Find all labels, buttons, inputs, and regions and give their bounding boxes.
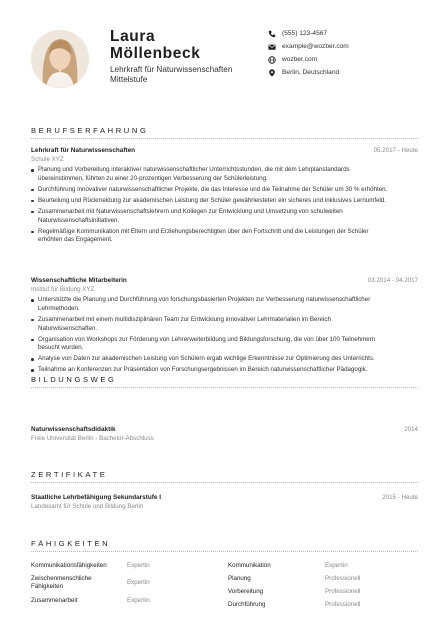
- profile-photo-illustration: [31, 30, 89, 88]
- person-name: Laura Möllenbeck: [110, 28, 201, 62]
- skill-level: Expertin: [127, 579, 150, 586]
- section-divider: [31, 387, 418, 388]
- globe-icon: [268, 56, 276, 64]
- list-item: Teilnahme an Konferenzen zur Präsentation von Forschungsergebnissen im Bereich naturwissenschaftlicher Pädagogik.: [31, 366, 389, 375]
- contact-phone[interactable]: [268, 28, 438, 40]
- skill-name: Kommunikationsfähigkeiten: [31, 562, 107, 569]
- list-item: Zusammenarbeit mit einem multidisziplinären Team zur Entwicklung innovativer Lehrmaterialien im Bereich Naturwissenschaften.: [31, 316, 389, 334]
- job-1-date: 05.2017 - Heute: [373, 147, 418, 154]
- job-1-employer: Schule XYZ: [31, 156, 64, 163]
- certificate-1-title: Staatliche Lehrbefähigung Sekundarstufe I: [31, 494, 161, 501]
- certificate-1-issuer: Landesamt für Schule und Bildung Berlin: [31, 503, 144, 510]
- contact-website-text: wozber.com: [282, 56, 318, 63]
- skill-name: Durchführung: [228, 601, 266, 608]
- list-item: Planung und Vorbereitung interaktiver naturwissenschaftlicher Unterrichtsstunden, die mit dem Lehrplanstandards übereinstimmen, führten zu einer 20-prozentigen Verbesserung der Schülerleistung.: [31, 166, 389, 184]
- skill-name: Zwischenmenschliche Fähigkeiten: [31, 575, 92, 590]
- location-pin-icon: [268, 69, 276, 77]
- phone-icon: [268, 30, 276, 38]
- skill-level: Expertin: [325, 562, 348, 569]
- section-title-experience: BERUFSERFAHRUNG: [31, 126, 149, 135]
- section-title-skills: FÄHIGKEITEN: [31, 539, 111, 548]
- skill-name: Zusammenarbeit: [31, 597, 78, 604]
- job-2-employer: Institut für Bildung XYZ: [31, 286, 95, 293]
- list-item: Beurteilung und Rückmeldung zur akademischen Leistung der Schüler gewährleisteten ein sicheres und inklusives Lernumfeld.: [31, 197, 389, 206]
- job-1-bullets: [31, 166, 389, 247]
- skill-name: Kommunikation: [228, 562, 271, 569]
- avatar: [31, 30, 89, 88]
- email-icon: [268, 43, 276, 51]
- contact-location-text: Berlin, Deutschland: [282, 69, 340, 76]
- certificate-1-date: 2015 - Heute: [382, 494, 418, 501]
- skill-name: Vorbereitung: [228, 588, 264, 595]
- contact-email[interactable]: [268, 41, 438, 53]
- list-item: Regelmäßige Kommunikation mit Eltern und Erziehungsberechtigten über den Fortschritt und die Leistungen der Schüler erhöhten das Engagement.: [31, 228, 389, 246]
- section-title-education: BILDUNGSWEG: [31, 375, 117, 384]
- job-title: Lehrkraft für Naturwissenschaften Mittelstufe: [110, 65, 233, 85]
- job-1-title: Lehrkraft für Naturwissenschaften: [31, 147, 136, 154]
- list-item: Organisation von Workshops zur Förderung von Lehrerweiterbildung und Bildungsforschung, die von über 100 Teilnehmern besucht wurden.: [31, 336, 389, 354]
- section-divider: [31, 138, 418, 139]
- contact-website[interactable]: [268, 54, 438, 66]
- skill-name: Planung: [228, 575, 251, 582]
- job-2-date: 03.2014 - 04.2017: [367, 277, 418, 284]
- education-1-date: 2014: [404, 426, 418, 433]
- skill-level: Professionell: [325, 575, 361, 582]
- skill-level: Expertin: [127, 562, 150, 569]
- skill-level: Professionell: [325, 601, 361, 608]
- section-title-certificates: ZERTIFIKATE: [31, 470, 108, 479]
- skill-level: Professionell: [325, 588, 361, 595]
- contact-location: [268, 67, 438, 79]
- list-item: Unterstützte die Planung und Durchführung von forschungsbasierten Projekten zur Verbesserung naturwissenschaftlicher Lehrmethoden.: [31, 296, 389, 314]
- education-1-institution: Freie Universität Berlin - Bachelor-Abschluss: [31, 435, 154, 442]
- contact-phone-text: (555) 123-4567: [282, 30, 328, 37]
- list-item: Analyse von Daten zur akademischen Leistung von Schülern ergab wichtige Erkenntnisse zur Optimierung des Unterrichts.: [31, 355, 389, 364]
- education-1-title: Naturwissenschaftsdidaktik: [31, 426, 116, 433]
- section-divider: [31, 551, 418, 552]
- job-2-bullets: [31, 296, 389, 377]
- contact-email-text: example@wozber.com: [282, 43, 349, 50]
- skill-level: Expertin: [127, 597, 150, 604]
- section-divider: [31, 482, 418, 483]
- list-item: Zusammenarbeit mit Naturwissenschaftslehrern und Kollegen zur Entwicklung und Umsetzung von schulweiten Naturwissenschaftsinitiativen.: [31, 208, 389, 226]
- list-item: Durchführung innovativer naturwissenschaftlicher Projekte, die das Interesse und die Teilnahme der Schüler um 30 % erhöhten.: [31, 186, 389, 195]
- job-2-title: Wissenschaftliche Mitarbeiterin: [31, 277, 127, 284]
